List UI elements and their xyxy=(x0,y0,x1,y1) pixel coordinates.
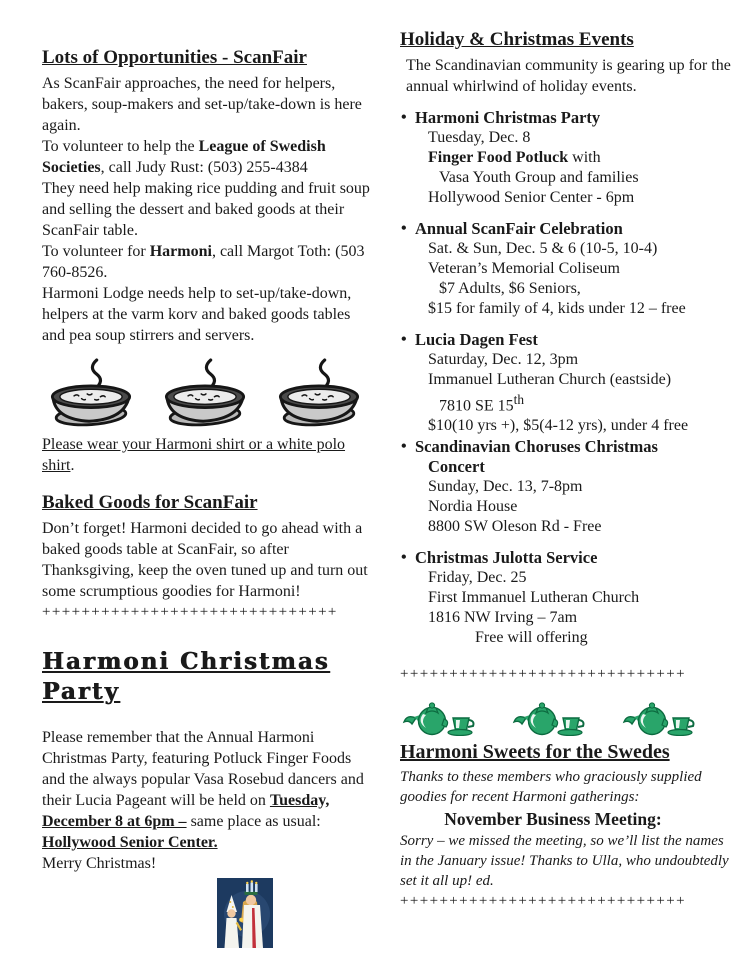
ordinal-superscript: th xyxy=(513,392,525,407)
event-body xyxy=(415,219,686,319)
event-title: Christmas Julotta Service xyxy=(415,548,598,568)
teapot-icon xyxy=(620,701,696,736)
event-line: First Immanuel Lutheran Church xyxy=(428,589,640,607)
divider-plus-row: +++++++++++++++++++++++++++++ xyxy=(400,893,686,910)
event-line: Saturday, Dec. 12, 3pm xyxy=(428,351,579,368)
november-business-meeting-heading: November Business Meeting: xyxy=(444,809,662,830)
meeting-note-italic: Sorry – we missed the meeting, so we’ll list the names in the January issue! Thanks to Ulla, who undoubtedly set it all up! ed. xyxy=(400,833,729,890)
holiday-events-intro: The Scandinavian community is gearing up for the annual whirlwind of holiday events. xyxy=(406,57,731,95)
event-line: Nordia House xyxy=(428,498,518,516)
soup-bowl-icon xyxy=(270,354,368,432)
text-run: To volunteer to help the xyxy=(42,138,199,155)
text-run: , call Judy Rust: (503) 255-4384 xyxy=(100,159,308,176)
event-julotta-service xyxy=(400,548,736,648)
party-date-bold-underline: Tuesday, December 8 at 6pm – xyxy=(42,792,330,830)
event-line: Vasa Youth Group and families xyxy=(439,169,639,186)
paragraph-league-volunteer xyxy=(42,136,376,178)
event-title: Annual ScanFair Celebration xyxy=(415,219,623,238)
event-lucia-dagen-fest xyxy=(400,330,736,436)
teapot-row xyxy=(400,701,736,736)
event-line xyxy=(415,390,688,416)
paragraph-christmas-party xyxy=(42,727,376,853)
section-heading-harmoni-christmas-party: Harmoni Christmas Party xyxy=(42,648,330,705)
shirt-instruction xyxy=(42,434,376,476)
event-line: $7 Adults, $6 Seniors, xyxy=(439,280,581,297)
bullet-icon: • xyxy=(401,220,407,237)
event-line: $10(10 yrs +), $5(4-12 yrs), under 4 free xyxy=(428,417,689,435)
section-heading-baked-goods: Baked Goods for ScanFair xyxy=(42,492,258,513)
league-of-swedish-societies-bold: League of Swedish Societies xyxy=(42,138,326,176)
merry-christmas-line: Merry Christmas! xyxy=(42,855,157,872)
text-run: Please remember that the Annual Harmoni Christmas Party, featuring Potluck Finger Foods and the always popular Vasa Rosebud dancers and their Lucia Pageant will be held on xyxy=(42,729,364,809)
event-line: $15 for family of 4, kids under 12 – free xyxy=(428,300,686,317)
text-run: 7810 SE 15 xyxy=(439,397,514,415)
divider-plus-row: ++++++++++++++++++++++++++++++ xyxy=(42,604,338,620)
lucia-image-wrap xyxy=(42,878,376,953)
event-body xyxy=(415,330,688,436)
event-line: Friday, Dec. 25 xyxy=(428,569,527,587)
harmoni-bold: Harmoni xyxy=(149,243,212,260)
soup-bowls-row xyxy=(42,354,376,432)
event-title: Scandinavian Choruses Christmas xyxy=(415,437,658,457)
lucia-procession-image xyxy=(217,878,273,948)
left-column xyxy=(42,46,376,953)
events-list xyxy=(400,108,736,648)
event-scanfair-celebration xyxy=(400,219,736,319)
soup-bowl-icon xyxy=(42,354,140,432)
event-body xyxy=(415,437,658,537)
section-heading-holiday-events: Holiday & Christmas Events xyxy=(400,29,634,50)
event-line: Free will offering xyxy=(475,629,588,647)
event-title: Lucia Dagen Fest xyxy=(415,330,538,349)
event-line: 8800 SW Oleson Rd - Free xyxy=(428,518,602,536)
text-run: , call Margot Toth: (503 760-8526. xyxy=(42,243,365,281)
event-title: Harmoni Christmas Party xyxy=(415,108,601,127)
event-body xyxy=(415,548,639,648)
paragraph-lodge-help: Harmoni Lodge needs help to set-up/take-down, helpers at the varm korv and baked goods tables and pea soup stirrers and servers. xyxy=(42,285,352,344)
paragraph-rice-pudding: They need help making rice pudding and fruit soup and selling the dessert and baked goods at their ScanFair table. xyxy=(42,180,370,239)
section-heading-harmoni-sweets: Harmoni Sweets for the Swedes xyxy=(400,741,670,764)
event-choruses-concert xyxy=(400,437,736,537)
teapot-icon xyxy=(400,701,476,736)
shirt-instruction-underlined: Please wear your Harmoni shirt or a white polo shirt xyxy=(42,436,346,474)
bullet-icon: • xyxy=(401,109,407,126)
event-line: Sat. & Sun, Dec. 5 & 6 (10-5, 10-4) xyxy=(428,240,658,257)
right-column xyxy=(400,28,736,912)
soup-bowl-icon xyxy=(156,354,254,432)
text-run: To volunteer for xyxy=(42,243,150,260)
event-line: Tuesday, Dec. 8 xyxy=(428,129,531,146)
event-line: Sunday, Dec. 13, 7-8pm xyxy=(428,478,583,496)
event-line: Hollywood Senior Center - 6pm xyxy=(428,189,635,206)
bullet-icon: • xyxy=(401,549,407,567)
event-harmoni-christmas-party xyxy=(400,108,736,208)
divider-plus-row: +++++++++++++++++++++++++++++ xyxy=(400,666,686,683)
event-line: Veteran’s Memorial Coliseum xyxy=(428,260,620,277)
event-line: 1816 NW Irving – 7am xyxy=(428,609,578,627)
text-run: with xyxy=(568,149,601,166)
event-line: Immanuel Lutheran Church (eastside) xyxy=(428,371,672,388)
paragraph-scanfair-need: As ScanFair approaches, the need for helpers, bakers, soup-makers and set-up/take-down is here again. xyxy=(42,75,362,134)
paragraph-harmoni-volunteer xyxy=(42,241,376,283)
section-heading-scanfair-opportunities: Lots of Opportunities - ScanFair xyxy=(42,47,307,68)
party-venue-bold-underline: Hollywood Senior Center. xyxy=(42,834,218,851)
bullet-icon: • xyxy=(401,438,407,456)
event-title-line2: Concert xyxy=(428,457,485,477)
text-run: . xyxy=(70,457,75,474)
event-body xyxy=(415,108,639,208)
teapot-icon xyxy=(510,701,586,736)
text-run: same place as usual: xyxy=(186,813,321,830)
finger-food-potluck-bold: Finger Food Potluck xyxy=(428,149,569,166)
sweets-intro-italic: Thanks to these members who graciously supplied goodies for recent Harmoni gatherings: xyxy=(400,769,702,806)
event-line xyxy=(415,148,639,168)
bullet-icon: • xyxy=(401,331,407,348)
paragraph-baked-goods: Don’t forget! Harmoni decided to go ahead with a baked goods table at ScanFair, so after Thanksgiving, keep the oven tuned up and turn out some scrumptious goodies for Harmoni! xyxy=(42,520,368,600)
